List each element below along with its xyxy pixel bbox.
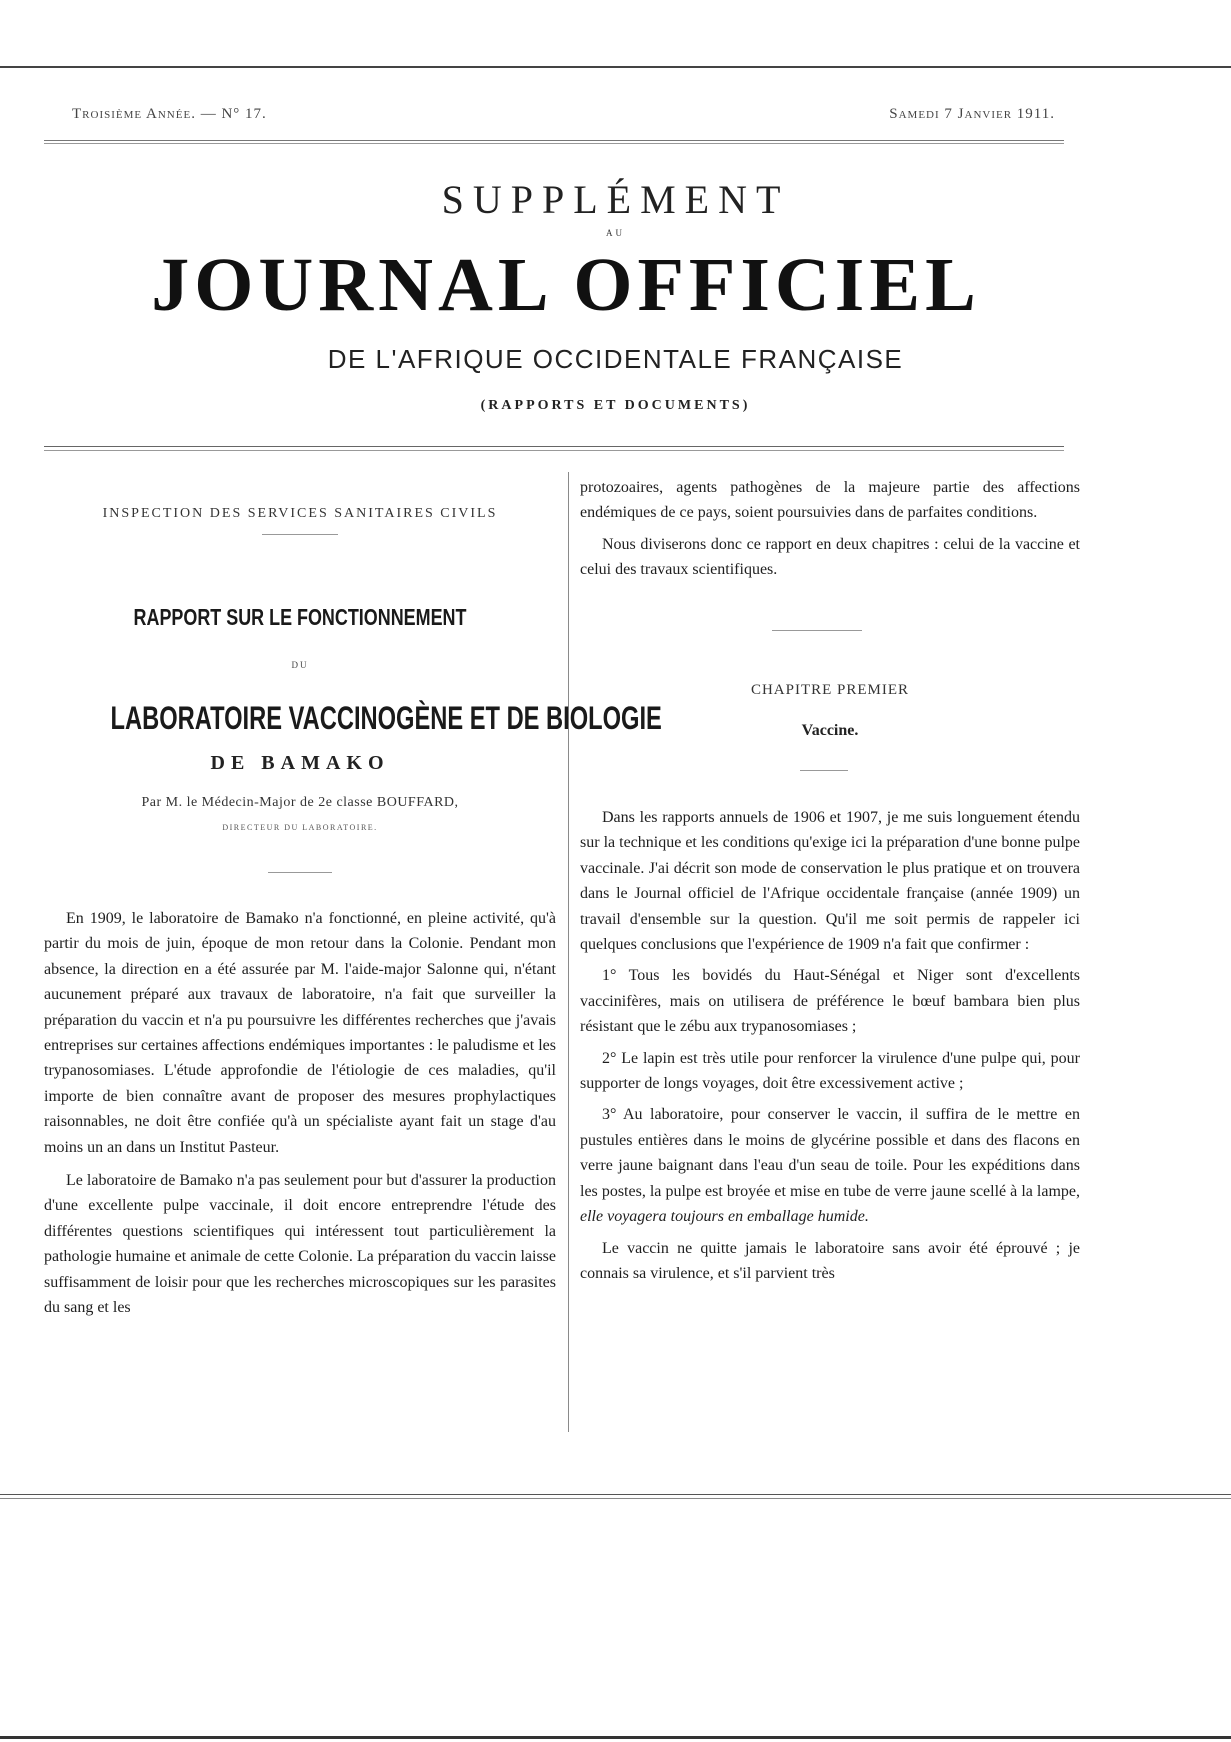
paragraph: Le vaccin ne quitte jamais le laboratoire sans avoir été éprouvé ; je connais sa virulence, et s'il parvient très	[580, 1239, 1080, 1282]
rapport-title: RAPPORT SUR LE FONCTIONNEMENT	[133, 604, 467, 630]
list-item-text: 3° Au laboratoire, pour conserver le vaccin, il suffira de le mettre en pustules entières dans le moins de glycérine possible et dans des flacons en verre jaune baignant dans l'eau d'un seau de toile. Pour les expéditions dans les postes, la pulpe est broyée et mise en tube de verre jaune scellé à la lampe,	[580, 1106, 1080, 1200]
top-border-rule	[0, 66, 1231, 68]
bottom-rule	[0, 1494, 1231, 1495]
paragraph-continuation: protozoaires, agents pathogènes de la majeure partie des affections endémiques de ce pays, soient poursuivies dans de parfaites conditions.	[580, 479, 1080, 522]
running-header-left: Troisième Année. — N° 17.	[72, 106, 267, 122]
section-label: (RAPPORTS ET DOCUMENTS)	[480, 398, 751, 413]
chapter-heading: CHAPITRE PREMIER	[750, 682, 910, 698]
header-double-rule-2	[44, 143, 1064, 144]
supplement-heading: SUPPLÉMENT	[441, 177, 790, 222]
masthead-rule	[44, 446, 1064, 447]
running-header-right: Samedi 7 Janvier 1911.	[889, 106, 1055, 122]
paragraph: Nous diviserons donc ce rapport en deux chapitres : celui de la vaccine et celui des travaux scientifiques.	[580, 535, 1080, 579]
left-body	[44, 906, 556, 1321]
bamako-heading: DE BAMAKO	[210, 752, 390, 774]
afrique-subtitle: DE L'AFRIQUE OCCIDENTALE FRANÇAISE	[327, 344, 904, 374]
author-role: DIRECTEUR DU LABORATOIRE.	[222, 823, 378, 832]
short-divider	[800, 770, 848, 771]
bottom-rule-2	[0, 1498, 1231, 1499]
au-connector: AU	[606, 228, 625, 238]
header-double-rule	[44, 140, 1064, 141]
vaccine-heading: Vaccine.	[801, 722, 859, 739]
list-item: 2° Le lapin est très utile pour renforcer la virulence d'une pulpe qui, pour supporter de longs voyages, doit être excessivement active ;	[580, 1049, 1080, 1093]
author-line: Par M. le Médecin-Major de 2e classe BOUFFARD,	[141, 795, 459, 810]
paragraph: Le laboratoire de Bamako n'a pas seulement pour but d'assurer la production d'une excellente pulpe vaccinale, il doit encore entreprendre l'étude des différentes questions scientifiques qui intéressent tout particulièrement la pathologie humaine et animale de cette Colonie. La préparation du vaccin laisse suffisamment de loisir pour que les recherches microscopiques sur les parasites du sang et les	[44, 1172, 556, 1317]
right-top-body	[580, 475, 1080, 583]
emphasis-text: elle voyagera toujours en emballage humide.	[580, 1208, 869, 1226]
short-divider	[262, 534, 338, 535]
short-divider	[268, 872, 332, 873]
masthead-rule-2	[44, 450, 1064, 451]
right-body	[580, 805, 1080, 1286]
list-item	[580, 1102, 1080, 1229]
short-divider	[772, 630, 862, 631]
paragraph: En 1909, le laboratoire de Bamako n'a fonctionné, en pleine activité, qu'à partir du mois de juin, époque de mon retour dans la Colonie. Pendant mon absence, la direction en a été assurée par M. l'aide-major Salonne qui, n'étant aucunement préparé aux travaux de laboratoire, n'a fait que surveiller la préparation du vaccin et n'a pu poursuivre les différentes recherches que j'avais entreprises sur certaines affections endémiques importantes : le paludisme et les trypanosomiases. L'étude approfondie de l'étiologie de ces maladies, qu'il importe de bien connaître avant de proposer des mesures prophylactiques raisonnables, ne doit être confiée qu'à un spécialiste ayant fait un stage d'au moins un an dans un Institut Pasteur.	[44, 910, 556, 1156]
list-item: 1° Tous les bovidés du Haut-Sénégal et Niger sont d'excellents vaccinifères, mais on utilisera de préférence le bœuf bambara bien plus résistant que le zébu aux trypanosomiases ;	[580, 967, 1080, 1036]
inspection-heading: INSPECTION DES SERVICES SANITAIRES CIVILS	[102, 506, 498, 521]
column-divider	[568, 472, 569, 1432]
laboratoire-title: LABORATOIRE VACCINOGÈNE ET DE BIOLOGIE	[110, 700, 662, 736]
journal-officiel-title: JOURNAL OFFICIEL	[151, 243, 981, 327]
paragraph: Dans les rapports annuels de 1906 et 1907, je me suis longuement étendu sur la technique et les conditions qu'exige ici la préparation d'une bonne pulpe vaccinale. J'ai décrit son mode de conservation le plus pratique et on trouvera dans le Journal officiel de l'Afrique occidentale française (année 1909) un travail d'ensemble sur la question. Qu'il me soit permis de rappeler ici quelques conclusions que l'expérience de 1909 n'a fait que confirmer :	[580, 809, 1080, 954]
du-connector: DU	[291, 660, 309, 670]
page-bottom-edge	[0, 1736, 1231, 1739]
